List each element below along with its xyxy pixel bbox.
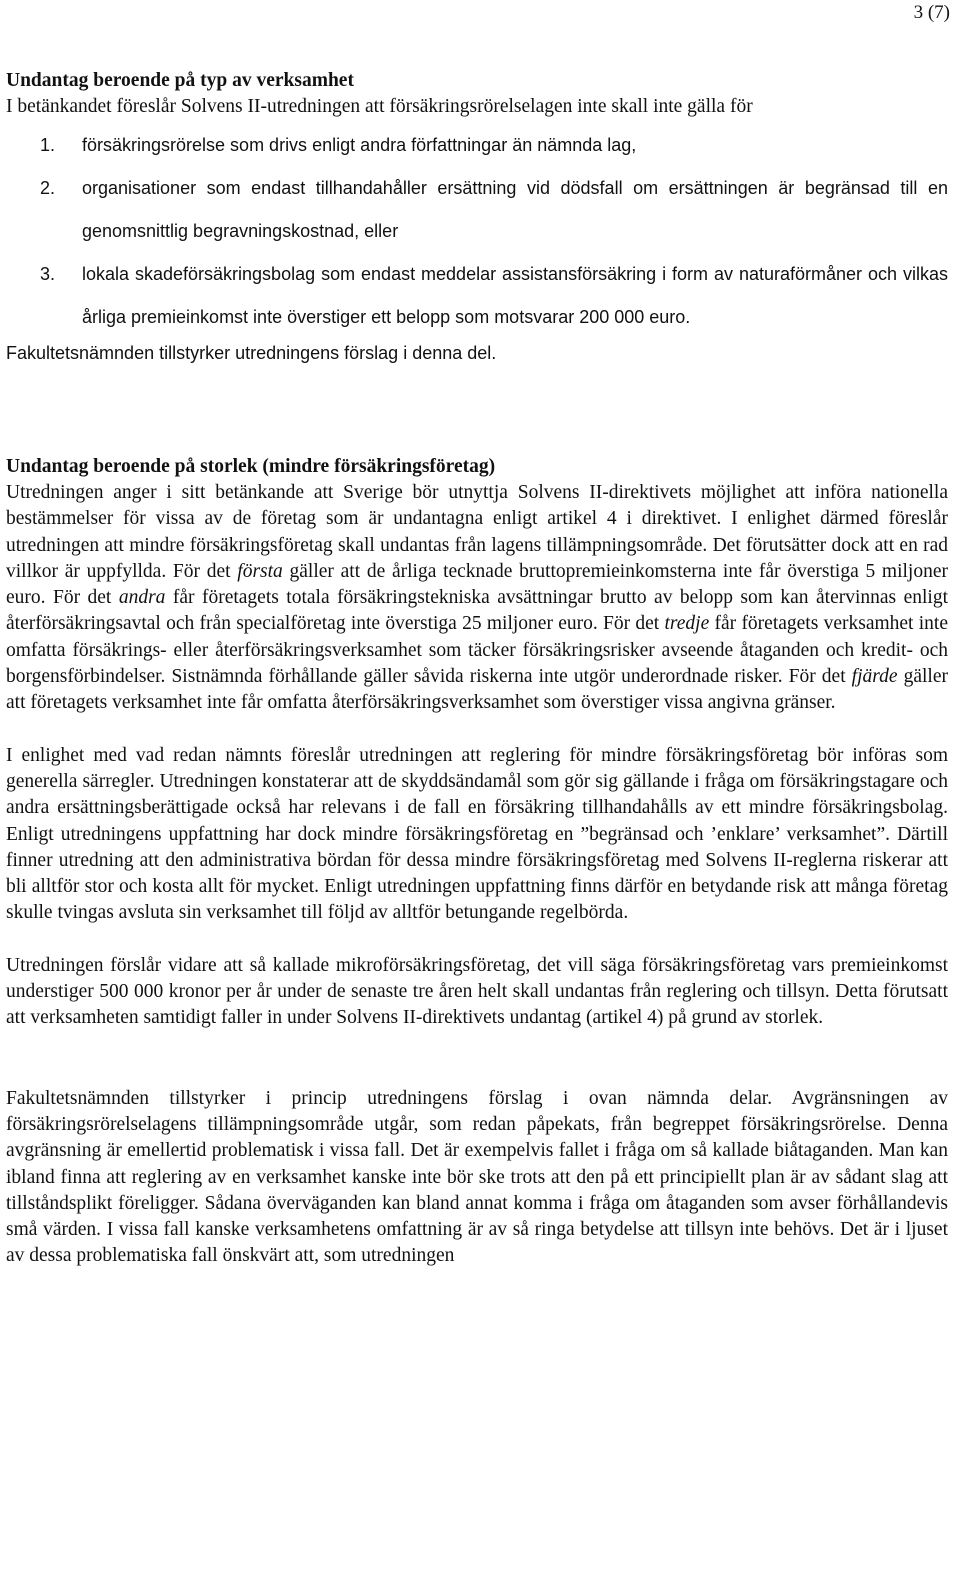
- list-item-text: försäkringsrörelse som drivs enligt andra författningar än nämnda lag,: [82, 135, 637, 155]
- emphasis-second: andra: [118, 587, 166, 609]
- emphasis-third: tredje: [664, 613, 710, 635]
- document-body: [6, 68, 948, 1270]
- list-item-number: 1.: [40, 135, 56, 155]
- paragraph-faculty-opinion: Fakultetsnämnden tillstyrker i princip utredningens förslag i ovan nämnda delar. Avgränsningen av försäkringsrörelselagens tillämpningsområde utgår, som redan påpekats, från begreppet försäkringsrörelse. Denna avgränsning är emellertid problematisk i vissa fall. Det är exempelvis fallet i fråga om så kallade biåtaganden. Man kan ibland finna att reglering av en verksamhet kanske inte bör ske trots att den på ett principiellt plan är av sådant slag att tillståndsplikt föreligger. Sådana överväganden kan bland annat komma i fråga om åtaganden som avser förhållandevis små värden. I vissa fall kanske verksamhetens omfattning är av så ringa betydelse att tillsyn inte behövs. Det är i ljuset av dessa problematiska fall önskvärt att, som utredningen: [6, 1087, 948, 1267]
- list-item-number: 3.: [40, 264, 56, 284]
- exemption-list: [6, 124, 948, 339]
- text-run: får företagets verksamhet inte omfatta försäkrings- eller återförsäkringsverksamhet som täcker försäkringsrisker avseende åtaganden och kredit- och borgensförbindelser. Sistnämnda förhållande gäller såvida riskerna inte utgör underordnade risker. För det: [6, 613, 948, 688]
- list-item-text: organisationer som endast tillhandahåller ersättning vid dödsfall om ersättningen är begränsad till en genomsnittlig begravningskostnad, eller: [82, 178, 948, 241]
- emphasis-fourth: fjärde: [851, 666, 898, 688]
- paragraph-special-rules: I enlighet med vad redan nämnts föreslår utredningen att reglering för mindre försäkringsföretag bör införas som generella särregler. Utredningen konstaterar att de skyddsändamål som gör sig gällande i fråga om försäkringstagare och andra ersättningsberättigade också har relevans i de fall en försäkring tillhandahålls av ett mindre försäkringsbolag. Enligt utredningens uppfattning har dock mindre försäkringsföretag en ”begränsad och ’enklare’ verksamhet”. Därtill finner utredning att den administrativa bördan för dessa mindre försäkringsföretag med Solvens II-reglerna riskerar att bli alltför stor och kosta allt för mycket. Enligt utredningen uppfattning finns därför en betydande risk att många företag skulle tvingas avsluta sin verksamhet till följd av alltför betungande regelbörda.: [6, 744, 948, 924]
- section-size-exemption: [6, 454, 948, 1270]
- intro-paragraph: I betänkandet föreslår Solvens II-utredningen att försäkringsrörelselagen inte skall inte gälla för: [6, 96, 753, 117]
- text-run: gäller att företagets verksamhet inte får omfatta återförsäkringsverksamhet som överstiger vissa angivna gränser.: [6, 666, 948, 714]
- list-item-text: lokala skadeförsäkringsbolag som endast meddelar assistansförsäkring i form av naturaförmåner och vilkas årliga premieinkomst inte överstiger ett belopp som motsvarar 200 000 euro.: [82, 264, 948, 327]
- paragraph-micro-insurers: Utredningen förslår vidare att så kallade mikroförsäkringsföretag, det vill säga försäkringsföretag vars premieinkomst understiger 500 000 kronor per år under de senaste tre åren helt skall undantas från reglering och tillsyn. Detta förutsatt att verksamheten samtidigt faller in under Solvens II-direktivets undantag (artikel 4) på grund av storlek.: [6, 954, 948, 1029]
- text-run: Utredningen anger i sitt betänkande att Sverige bör utnyttja Solvens II-direktivets möjlighet att införa nationella bestämmelser för vissa av de företag som är undantagna enligt artikel 4 i direktivet. I enlighet därmed föreslår utredningen att mindre försäkringsföretag skall undantas från lagens tillämpningsområde. Det förutsätter dock att en rad villkor är uppfyllda. För det: [6, 482, 948, 582]
- section-type-of-business: [6, 68, 948, 367]
- list-item-number: 2.: [40, 178, 56, 198]
- paragraph-conditions: [6, 480, 948, 717]
- section-heading: Undantag beroende på storlek (mindre försäkringsföretag): [6, 456, 496, 477]
- list-item: [6, 167, 948, 253]
- text-run: får företagets totala försäkringstekniska avsättningar brutto av belopp som kan återvinnas enligt återförsäkringsavtal och från specialföretag inte överstiga 25 miljoner euro. För det: [6, 587, 949, 635]
- list-item: [6, 124, 948, 167]
- page-number: 3 (7): [913, 2, 950, 23]
- text-run: gäller att de årliga tecknade bruttopremieinkomsterna inte får överstiga 5 miljoner euro. För det: [6, 560, 948, 609]
- list-item: [6, 253, 948, 339]
- emphasis-first: första: [237, 560, 283, 582]
- section-heading: Undantag beroende på typ av verksamhet: [6, 70, 354, 91]
- conclusion-paragraph: Fakultetsnämnden tillstyrker utredningens förslag i denna del.: [6, 343, 497, 363]
